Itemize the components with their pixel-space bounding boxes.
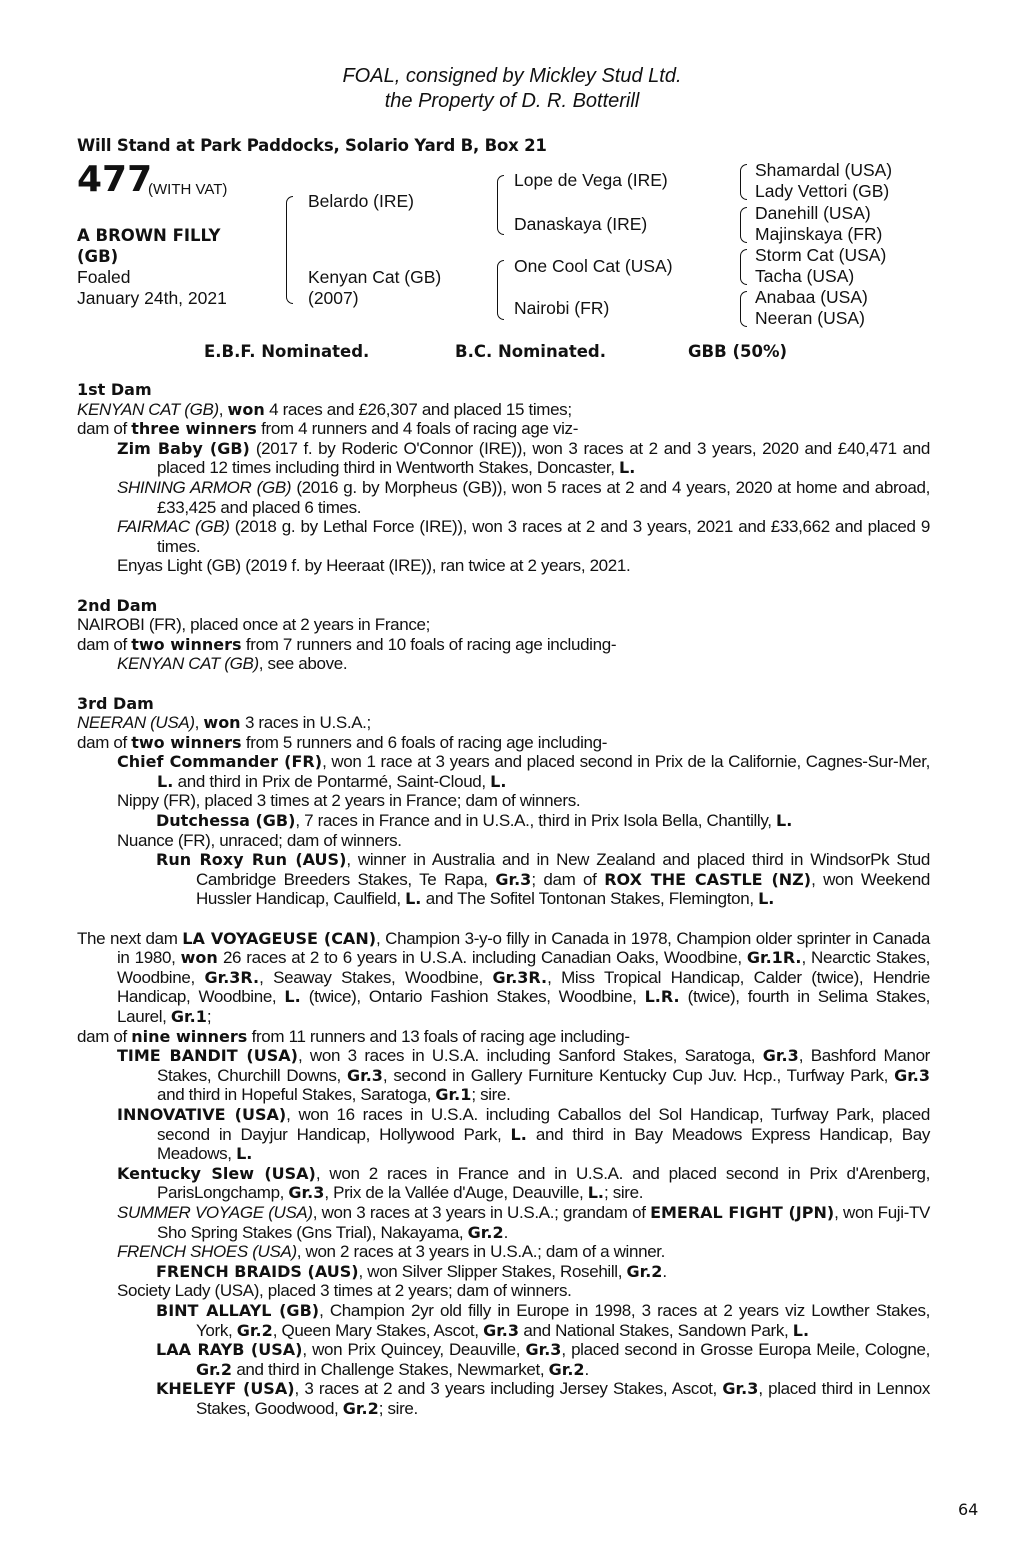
bold-text: Gr.2 xyxy=(626,1261,663,1281)
text: dam of xyxy=(77,732,132,752)
text: . xyxy=(662,1261,667,1281)
bold-text: TIME BANDIT (USA) xyxy=(117,1046,298,1066)
text: 26 races at 2 to 6 years in U.S.A. including Canadian Oaks, Woodbine, xyxy=(217,948,747,968)
pedigree-entry xyxy=(77,517,930,556)
bold-text: Gr.3 xyxy=(346,1065,383,1085)
pedigree-entry xyxy=(77,1105,930,1164)
section-heading: 1st Dam xyxy=(77,380,152,399)
bold-text: KHELEYF (USA) xyxy=(156,1379,295,1399)
pedigree-gen3: Anabaa (USA) xyxy=(755,287,868,307)
text: Society Lady (USA), placed 3 times at 2 years; dam of winners. xyxy=(117,1281,572,1301)
pedigree-gen2: Nairobi (FR) xyxy=(514,298,610,318)
bold-text: Kentucky Slew (USA) xyxy=(117,1163,316,1183)
pedigree-gen3: Majinskaya (FR) xyxy=(755,224,883,244)
bold-text: L.R. xyxy=(644,987,680,1007)
pedigree-gen3: Neeran (USA) xyxy=(755,308,865,328)
text: , Champion 3-y-o filly in Canada in 1978, Champion older sprinter in Canada in 1980, xyxy=(117,928,930,968)
pedigree-entry xyxy=(77,556,930,576)
text: , winner in Australia and in New Zealand and placed third in WindsorPk Stud Cambridge Breeders Stakes, Te Rapa, xyxy=(196,850,931,889)
bold-text: L. xyxy=(619,458,636,478)
dam-section xyxy=(77,380,930,576)
text: from 7 runners and 10 foals of racing age including- xyxy=(241,634,617,654)
italic-text: KENYAN CAT (GB) xyxy=(77,399,219,419)
text: . xyxy=(584,1359,589,1379)
text: Nippy (FR), placed 3 times at 2 years in France; dam of winners. xyxy=(117,791,581,811)
bold-text: Gr.3R. xyxy=(492,967,548,987)
bold-text: Gr.1R. xyxy=(746,948,802,968)
bold-text: ROX THE CASTLE (NZ) xyxy=(604,869,812,889)
bold-text: LAA RAYB (USA) xyxy=(156,1340,303,1360)
italic-text: KENYAN CAT (GB) xyxy=(117,654,259,674)
bold-text: Gr.3 xyxy=(495,869,532,889)
gbb-note: GBB (50%) xyxy=(688,342,788,361)
pedigree-entry xyxy=(77,654,930,674)
text: , won Silver Slipper Stakes, Rosehill, xyxy=(358,1261,627,1281)
dam-section xyxy=(77,694,930,910)
text: (2018 g. by Lethal Force (IRE)), won 3 races at 2 and 3 years, 2021 and £33,662 and placed 9 times. xyxy=(157,517,930,556)
bold-text: L. xyxy=(405,889,422,909)
section-heading: 2nd Dam xyxy=(77,595,158,615)
bold-text: nine winners xyxy=(131,1026,248,1046)
text: , Prix de la Vallée d'Auge, Deauville, xyxy=(324,1183,588,1203)
lot-number: 477 xyxy=(77,159,153,200)
pedigree-gen3: Lady Vettori (GB) xyxy=(755,181,890,201)
bold-text: Gr.2 xyxy=(236,1320,273,1340)
text: , Bashford Manor Stakes, Churchill Downs, xyxy=(157,1046,930,1085)
pedigree-dam: Kenyan Cat (GB) xyxy=(308,267,442,287)
bold-text: EMERAL FIGHT (JPN) xyxy=(650,1202,835,1222)
pedigree-entry xyxy=(77,1340,930,1379)
pedigree-entry xyxy=(77,1046,930,1105)
text: , won Fuji-TV Sho Spring Stakes (Gns Trial), Nakayama, xyxy=(157,1202,930,1242)
bold-text: won xyxy=(227,399,265,419)
text: , won Prix Quincey, Deauville, xyxy=(302,1340,526,1360)
pedigree-gen3: Shamardal (USA) xyxy=(755,160,893,180)
text: 3 races in U.S.A.; xyxy=(240,713,371,733)
bold-text: BINT ALLAYL (GB) xyxy=(156,1300,320,1320)
pedigree-entry xyxy=(77,400,930,420)
bold-text: L. xyxy=(587,1183,604,1203)
text: , Miss Tropical Handicap, Calder (twice), Hendrie Handicap, Woodbine, xyxy=(117,967,930,1007)
bold-text: Gr.1 xyxy=(435,1085,472,1105)
text: dam of xyxy=(77,1026,132,1046)
pedigree-entry xyxy=(77,478,930,517)
text: , Queen Mary Stakes, Ascot, xyxy=(272,1320,484,1340)
text: and National Stakes, Sandown Park, xyxy=(519,1320,793,1340)
text: ; dam of xyxy=(531,869,605,889)
text: , 3 races at 2 and 3 years including Jersey Stakes, Ascot, xyxy=(294,1379,723,1399)
page-number: 64 xyxy=(958,1500,979,1519)
lot-description: A BROWN FILLY xyxy=(77,226,221,245)
pedigree-gen3: Storm Cat (USA) xyxy=(755,245,887,265)
pedigree-brace xyxy=(497,260,504,320)
bold-text: INNOVATIVE (USA) xyxy=(117,1104,287,1124)
bold-text: Gr.3 xyxy=(288,1183,325,1203)
bold-text: L. xyxy=(284,987,301,1007)
pedigree-entry xyxy=(77,831,930,851)
text: , 7 races in France and in U.S.A., third in Prix Isola Bella, Chantilly, xyxy=(295,811,776,831)
text: from 4 runners and 4 foals of racing age viz- xyxy=(256,419,579,439)
bold-text: Gr.3 xyxy=(722,1379,759,1399)
text: , xyxy=(194,713,204,733)
pedigree-brace xyxy=(740,164,747,200)
pedigree-entry xyxy=(77,1301,930,1340)
bold-text: won xyxy=(203,713,241,733)
text: , won Weekend Hussler Handicap, Caulfield, xyxy=(196,869,930,909)
bold-text: two winners xyxy=(131,634,242,654)
bold-text: L. xyxy=(490,771,507,791)
text: , Seaway Stakes, Woodbine, xyxy=(259,967,493,987)
pedigree-entry xyxy=(77,850,930,909)
consignor-line: FOAL, consigned by Mickley Stud Ltd. xyxy=(342,65,682,87)
text: , Champion 2yr old filly in Europe in 1998, 3 races at 2 years viz Lowther Stakes, York, xyxy=(196,1300,930,1340)
pedigree-entry xyxy=(77,635,930,655)
pedigree-gen2: Lope de Vega (IRE) xyxy=(514,170,668,190)
pedigree-entry xyxy=(77,752,930,791)
text: and third in Hopeful Stakes, Saratoga, xyxy=(157,1085,436,1105)
pedigree-brace xyxy=(497,175,504,235)
bold-text: L. xyxy=(236,1144,253,1164)
text: dam of xyxy=(77,634,132,654)
pedigree-brace xyxy=(740,291,747,327)
pedigree-gen2: One Cool Cat (USA) xyxy=(514,256,673,276)
text: , see above. xyxy=(258,654,348,674)
bold-text: two winners xyxy=(131,732,242,752)
pedigree-entry xyxy=(77,929,930,1027)
foaled-label: Foaled xyxy=(77,267,131,287)
dam-section xyxy=(77,929,930,1419)
text: , placed second in Grosse Europa Meile, Cologne, xyxy=(561,1340,930,1360)
text: from 5 runners and 6 foals of racing age including- xyxy=(241,732,608,752)
dam-section xyxy=(77,596,930,674)
bold-text: Gr.3R. xyxy=(204,967,260,987)
bold-text: Dutchessa (GB) xyxy=(156,811,296,831)
bold-text: Gr.2 xyxy=(467,1222,504,1242)
text: , won 3 races at 3 years in U.S.A.; grandam of xyxy=(312,1202,651,1222)
text: from 11 runners and 13 foals of racing age including- xyxy=(247,1026,630,1046)
text: NAIROBI (FR), placed once at 2 years in France; xyxy=(77,615,430,635)
italic-text: FAIRMAC (GB) xyxy=(117,517,230,537)
pedigree-entry xyxy=(77,1242,930,1262)
bold-text: Chief Commander (FR) xyxy=(117,752,323,772)
italic-text: SUMMER VOYAGE (USA) xyxy=(117,1202,313,1222)
bold-text: L. xyxy=(792,1320,810,1340)
text: , xyxy=(218,399,228,419)
pedigree-entry xyxy=(77,1281,930,1301)
pedigree-entry xyxy=(77,615,930,635)
pedigree-entry xyxy=(77,1164,930,1203)
stabling-info: Will Stand at Park Paddocks, Solario Yard B, Box 21 xyxy=(77,136,547,155)
pedigree-sire: Belardo (IRE) xyxy=(308,191,415,211)
vat-note: (WITH VAT) xyxy=(148,181,228,198)
pedigree-brace xyxy=(740,249,747,285)
bold-text: Gr.1 xyxy=(170,1007,207,1026)
text: , won 3 races in U.S.A. including Sanford Stakes, Saratoga, xyxy=(297,1046,763,1066)
bold-text: Gr.3 xyxy=(483,1320,520,1340)
bold-text: Zim Baby (GB) xyxy=(117,438,250,458)
pedigree-gen3: Danehill (USA) xyxy=(755,203,871,223)
pedigree-entry xyxy=(77,733,930,753)
pedigree-entry xyxy=(77,811,930,831)
italic-text: FRENCH SHOES (USA) xyxy=(117,1242,297,1262)
text: and third in Prix de Pontarmé, Saint-Cloud, xyxy=(173,771,491,791)
pedigree-entry xyxy=(77,1262,930,1282)
produce-record xyxy=(77,380,930,1418)
pedigree-gen2: Danaskaya (IRE) xyxy=(514,214,648,234)
bold-text: Gr.3 xyxy=(762,1046,799,1066)
text: dam of xyxy=(77,419,132,439)
text: , won 2 races at 3 years in U.S.A.; dam of a winner. xyxy=(296,1242,666,1262)
bold-text: Gr.2 xyxy=(196,1359,232,1379)
foaled-date: January 24th, 2021 xyxy=(77,288,227,308)
pedigree-dam-year: (2007) xyxy=(308,288,359,308)
property-line: the Property of D. R. Botterill xyxy=(384,90,640,112)
italic-text: SHINING ARMOR (GB) xyxy=(117,477,292,497)
bc-nomination: B.C. Nominated. xyxy=(455,342,606,361)
bold-text: Gr.2 xyxy=(342,1398,379,1418)
bold-text: L. xyxy=(758,889,775,909)
text: Nuance (FR), unraced; dam of winners. xyxy=(117,830,402,850)
text: ; sire. xyxy=(603,1183,644,1203)
text: . xyxy=(503,1222,508,1242)
text: ; sire. xyxy=(378,1398,418,1418)
pedigree-entry xyxy=(77,1379,930,1418)
pedigree-brace xyxy=(286,196,293,304)
text: and third in Bay Meadows Express Handicap, Bay Meadows, xyxy=(157,1124,930,1164)
bold-text: L. xyxy=(510,1124,527,1144)
text: , second in Gallery Furniture Kentucky Cup Juv. Hcp., Turfway Park, xyxy=(382,1065,895,1085)
text: ; sire. xyxy=(471,1085,511,1105)
bold-text: FRENCH BRAIDS (AUS) xyxy=(156,1261,359,1281)
pedigree-entry xyxy=(77,439,930,478)
bold-text: Gr.3 xyxy=(894,1065,931,1085)
text: , won 1 race at 3 years and placed second in Prix de la Californie, Cagnes-Sur-Mer, xyxy=(322,752,930,772)
text: 4 races and £26,307 and placed 15 times; xyxy=(264,399,572,419)
bold-text: Gr.3 xyxy=(525,1340,562,1360)
ebf-nomination: E.B.F. Nominated. xyxy=(204,342,370,361)
bold-text: L. xyxy=(776,811,793,831)
pedigree-entry xyxy=(77,419,930,439)
pedigree-entry xyxy=(77,1027,930,1047)
section-heading: 3rd Dam xyxy=(77,693,154,713)
bold-text: Gr.2 xyxy=(548,1359,585,1379)
text: The next dam xyxy=(77,928,183,948)
italic-text: NEERAN (USA) xyxy=(77,713,195,733)
bold-text: LA VOYAGEUSE (CAN) xyxy=(182,928,377,948)
text: , won 16 races in U.S.A. including Caballos del Sol Handicap, Turfway Park, placed second in Dayjur Handicap, Hollywood Park, xyxy=(157,1104,931,1144)
pedigree-brace xyxy=(740,207,747,243)
text: (twice), Ontario Fashion Stakes, Woodbine, xyxy=(300,987,645,1007)
text: (2017 f. by Roderic O'Connor (IRE)), won 3 races at 2 and 3 years, 2020 and £40,471 and placed 12 times including third in Wentworth Stakes, Doncaster, xyxy=(157,438,930,478)
bold-text: three winners xyxy=(131,419,257,439)
pedigree-entry xyxy=(77,791,930,811)
text: (twice), fourth in Selima Stakes, Laurel, xyxy=(117,987,930,1026)
text: , Nearctic Stakes, Woodbine, xyxy=(117,948,930,987)
text: , won 2 races in France and in U.S.A. and placed second in Prix d'Arenberg, ParisLongchamp, xyxy=(157,1163,930,1203)
pedigree-gen3: Tacha (USA) xyxy=(755,266,855,286)
text: ; xyxy=(206,1007,212,1026)
text: Enyas Light (GB) (2019 f. by Heeraat (IRE)), ran twice at 2 years, 2021. xyxy=(117,556,631,576)
bold-text: won xyxy=(180,948,218,968)
bold-text: L. xyxy=(157,771,174,791)
text: , placed third in Lennox Stakes, Goodwood, xyxy=(196,1379,931,1418)
text: and third in Challenge Stakes, Newmarket, xyxy=(231,1359,549,1379)
bold-text: Run Roxy Run (AUS) xyxy=(156,850,347,870)
text: (2016 g. by Morpheus (GB)), won 5 races at 2 and 4 years, 2020 at home and abroad, £33,425 and placed 6 times. xyxy=(157,477,930,517)
lot-country: (GB) xyxy=(77,247,119,266)
pedigree-entry xyxy=(77,1203,930,1242)
pedigree-entry xyxy=(77,713,930,733)
text: and The Sofitel Tontonan Stakes, Flemington, xyxy=(421,889,759,909)
